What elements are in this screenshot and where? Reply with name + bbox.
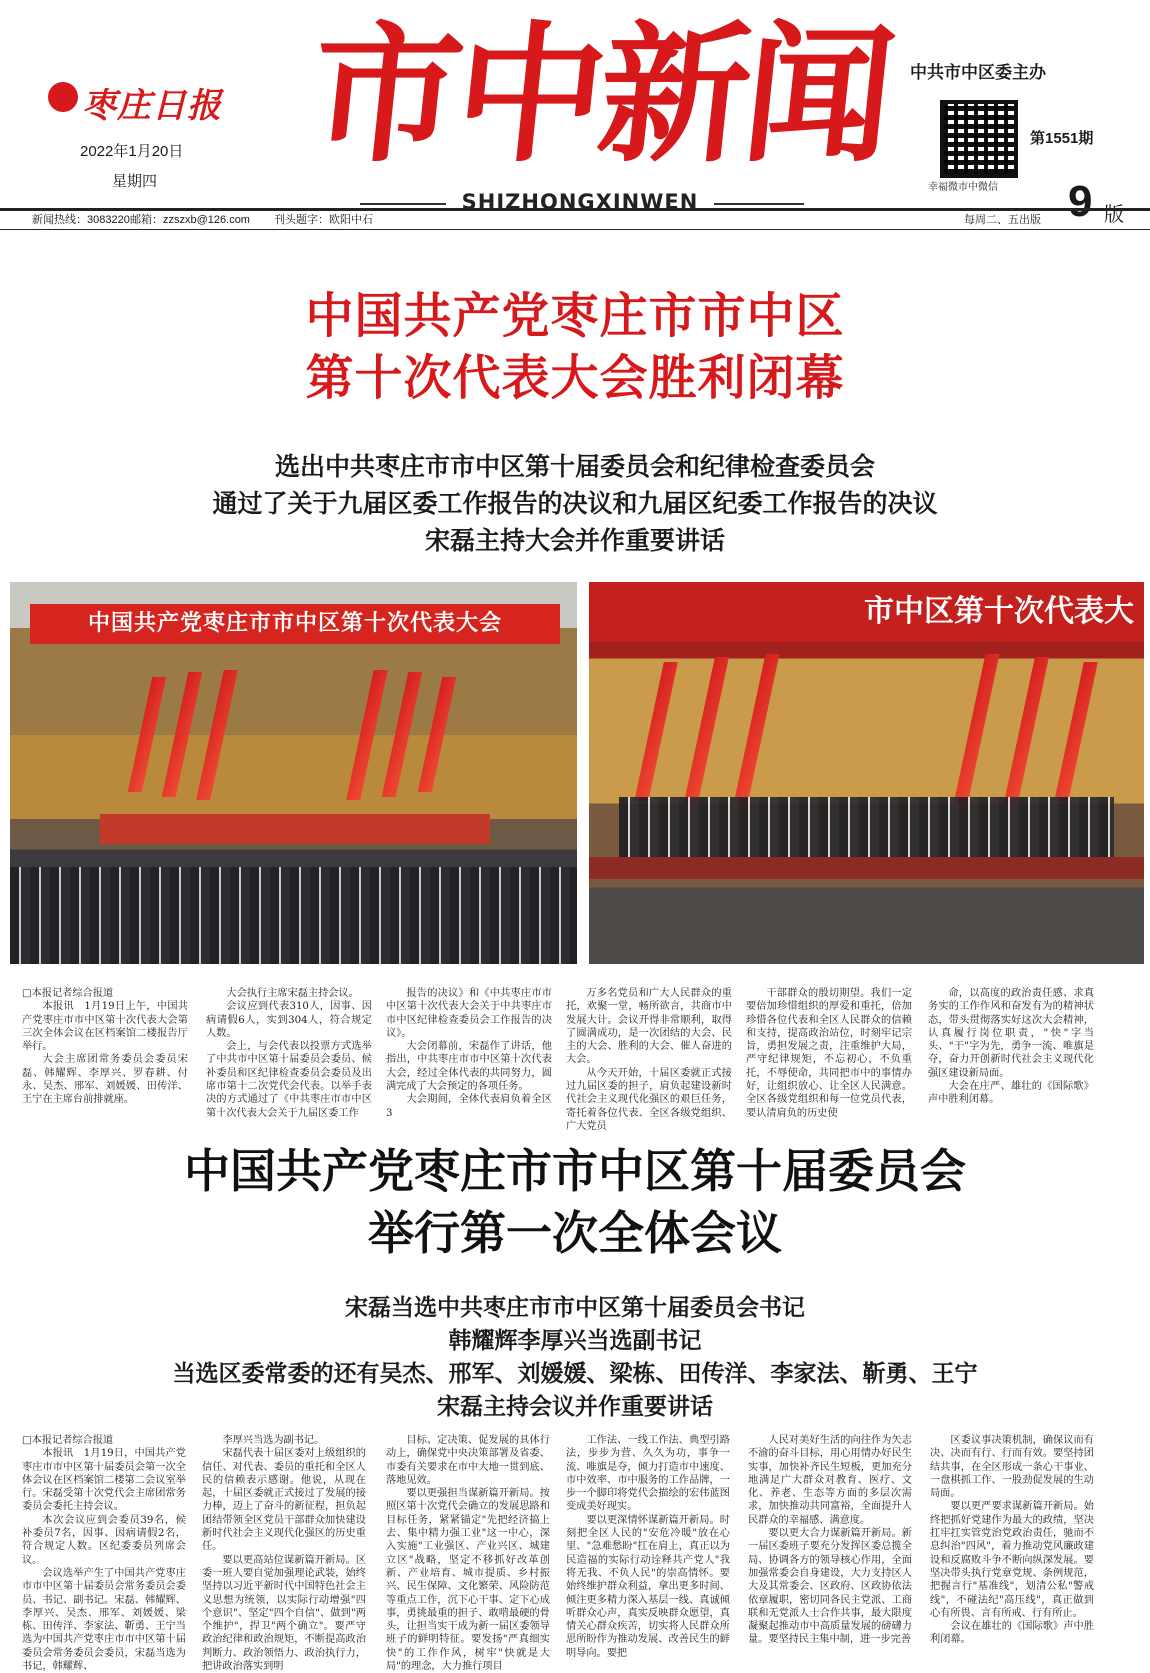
flag-shape	[346, 670, 388, 800]
story1-column: 大会执行主席宋磊主持会议。 会议应到代表310人，因事、因病请假6人，实到304人，符合规定人数。 会上，与会代表以投票方式选举了中共市中区第十届委员会委员、候补委员和区纪律检查委员会委员及出席市第十二次党代会代表。以举手表决的方式通过了《中共枣庄市市中区第十次代表大会关于九届区委工作	[206, 988, 372, 1119]
story2-column: 区委议事决策机制，确保议而有决、决而有行、行而有效。要坚持团结共事，在全区形成一条心干事业、一盘棋抓工作、一股劲促发展的生动局面。 要以更严要求谋新篇开新局。始终把抓好党建作为最大的政绩，坚决扛牢扛实管党治党政治责任，驰而不息纠治"四风"，着力推动党风廉政建设和反腐败斗争不断向纵深发展。要坚决带头执行党章党规、条例规范，把握言行"基准线"，划清公私"警戒线"，不碰法纪"高压线"，真正做到心有所畏、言有所戒、行有所止。 会议在雄壮的《国际歌》声中胜利闭幕。	[930, 1435, 1094, 1646]
schedule: 每周二、五出版	[964, 214, 1041, 226]
story2-subhead: 韩耀辉李厚兴当选副书记	[448, 1328, 702, 1354]
masthead-title: 市中新闻	[302, 7, 898, 183]
flag-shape	[634, 662, 678, 802]
qr-code-icon	[940, 100, 1018, 178]
story2-subhead: 当选区委常委的还有吴杰、邢军、刘媛媛、梁栋、田传洋、李家法、靳勇、王宁	[172, 1361, 978, 1387]
story1-headline	[0, 285, 1150, 409]
story1-column: 命，以高度的政治责任感、求真务实的工作作风和奋发有为的精神状态，带头贯彻落实好这次大会精神，认真履行岗位职责，"快"字当头、"干"字为先，勇争一流、唯旗是夺，奋力开创新时代社会主义现代化强区建设新局面。 大会在庄严、雄壮的《国际歌》声中胜利闭幕。	[928, 988, 1094, 1106]
story1-subhead: 通过了关于九届区委工作报告的决议和九届区纪委工作报告的决议	[212, 489, 938, 518]
masthead-rule-left	[360, 203, 446, 205]
rostrum-table	[589, 857, 1144, 879]
story1-headline-line2: 第十次代表大会胜利闭幕	[305, 350, 845, 406]
photo-banner: 市中区第十次代表大	[589, 582, 1144, 642]
flag-shape	[196, 670, 238, 800]
story2-column: 工作法、一线工作法、典型引路法，步步为营、久久为功，事争一流、唯旗是夺，倾力打造市中速度、市中效率、市中服务的工作品牌，一步一个脚印将党代会描绘的宏伟蓝图变成美好现实。 要以更深情怀谋新篇开新局。时刻把全区人民的"安危冷暖"放在心里、"急难愁盼"扛在肩上，真正以为民造福的实际行动诠释共产党人"我将无我、不负人民"的崇高情怀。要始终维护群众利益，拿出更多时间、倾注更多精力深入基层一线、真诚倾听群众心声，真实反映群众愿望，真情关心群众疾苦，切实将人民群众所思所盼作为推动发展、改善民生的鲜明导向。要把	[566, 1435, 730, 1659]
masthead-rule-right	[714, 203, 804, 205]
sponsor: 中共市中区委主办	[910, 63, 1046, 83]
flag-shape	[1054, 662, 1098, 802]
info-bar	[0, 208, 1150, 230]
story2-column: 人民对美好生活的向往作为矢志不渝的奋斗目标，用心用情办好民生实事，加快补齐民生短板，更加充分地满足广大群众对教育、医疗、文化、养老、生态等方面的多层次需求，加快推动共同富裕，全面提升人民群众的幸福感、满意度。 要以更大合力谋新篇开新局。新一届区委班子要充分发挥区委总揽全局、协调各方的领导核心作用，全面加强常委会自身建设，大力支持区人大及其常委会、区政府、区政协依法依章履职，密切同各民主党派、工商联和无党派人士合作共事，最大限度凝聚起推动市中高质量发展的磅礴力量。要坚持民主集中制，进一步完善	[748, 1435, 912, 1646]
issue-number: 第1551期	[1030, 130, 1094, 147]
flag-shape	[382, 672, 423, 797]
story1-subhead: 宋磊主持大会并作重要讲话	[424, 526, 725, 555]
issue-date: 2022年1月20日	[80, 143, 184, 160]
stage-delegates	[619, 797, 1114, 857]
story1-column: 干部群众的殷切期望。我们一定要倍加珍惜组织的厚爱和重托，倍加珍惜各位代表和全区人民群众的信赖和支持，提高政治站位，时刻牢记宗旨，勇担发展之责，注重维护大局，严守纪律规矩，不忘初心，不负重托，不辱使命，共同把市中的事情办好，让组织放心、让全区人民满意。全区各级党组织和每一位党员代表，要认清肩负的历史使	[746, 988, 912, 1119]
flag-shape	[162, 672, 203, 797]
email: 邮箱：zzszxb@126.com	[130, 214, 250, 226]
masthead-pinyin: SHIZHONGXINWEN	[461, 190, 699, 214]
inscription: 刊头题字：欧阳中石	[274, 214, 373, 226]
story2-headline	[0, 1140, 1150, 1264]
story2-subhead: 宋磊主持会议并作重要讲话	[437, 1394, 713, 1420]
flag-shape	[418, 677, 456, 792]
publication-name: 枣庄日报	[82, 86, 222, 126]
flag-shape	[1003, 657, 1049, 807]
page-number: 9	[1068, 177, 1093, 226]
story2-headline-line1: 中国共产党枣庄市市中区第十届委员会	[184, 1144, 966, 1198]
story2-column: 李厚兴当选为副书记。 宋磊代表十届区委对上级组织的信任、对代表、委员的重托和全区人民的信赖表示感谢。他说，从现在起，十届区委就正式接过了发展的接力棒，迈上了奋斗的新征程，担负起团结带领全区党员干部群众加快建设新时代社会主义现代化强区的历史重任。 要以更高站位谋新篇开新局。区委一班人要自觉加强理论武装，始终坚持以习近平新时代中国特色社会主义思想为统领，以实际行动增强"四个意识"、坚定"四个自信"、做到"两个维护"，捍卫"两个确立"。要严守政治纪律和政治规矩，不断提高政治判断力、政治领悟力、政治执行力，把讲政治落实到明	[202, 1435, 366, 1673]
rostrum-table	[100, 814, 490, 844]
congress-photo-hall	[10, 582, 577, 964]
story1-headline-line1: 中国共产党枣庄市市中区	[305, 288, 845, 344]
issue-weekday: 星期四	[112, 173, 158, 190]
story2-column: 目标、定决策、促发展的具体行动上，确保党中央决策部署及省委、市委有关要求在市中大地一贯到底、落地见效。 要以更强担当谋新篇开新局。按照区第十次党代会确立的发展思路和目标任务，紧紧锚定"先把经济搞上去、集中精力强工业"这一中心，深入实施"工业强区、产业兴区、城建立区"战略，坚定不移抓好改革创新、产业培育、城市提质、乡村振兴、民生保障、文化繁荣、风险防范等重点工作，沉下心干事、定下心成事，勇挑最重的担子、敢啃最硬的骨头，让担当实干成为新一届区委领导班子的鲜明特征。要发扬"严真细实快"的工作作风，树牢"快就是大局"的理念，大力推行项目	[386, 1435, 550, 1673]
flag-shape	[733, 654, 780, 809]
story1-column: 万多名党员和广大人民群众的重托，欢聚一堂，畅所欲言，共商市中发展大计。会议开得非常顺利，取得了圆满成功，是一次团结的大会、民主的大会、胜利的大会、催人奋进的大会。 从今天开始，十届区委就正式接过九届区委的担子，肩负起建设新时代社会主义现代化强区的艰巨任务，寄托着各位代表、全区各级党组织、广大党员	[566, 988, 732, 1132]
story2-headline-line2: 举行第一次全体会议	[368, 1206, 782, 1260]
page-unit: 版	[1104, 204, 1124, 226]
story1-subhead: 选出中共枣庄市市中区第十届委员会和纪律检查委员会	[274, 452, 875, 481]
audience	[10, 867, 577, 964]
story2-subhead: 宋磊当选中共枣庄市市中区第十届委员会书记	[345, 1295, 805, 1321]
flag-shape	[683, 657, 729, 807]
story1-column: 报告的决议》和《中共枣庄市市中区第十次代表大会关于中共枣庄市市中区纪律检查委员会工作报告的决议》。 大会闭幕前，宋磊作了讲话，他指出，中共枣庄市市中区第十次代表大会，经过全体代表的共同努力，圆满完成了大会预定的各项任务。 大会期间，全体代表肩负着全区3	[386, 988, 552, 1119]
hotline: 新闻热线：3083220	[32, 214, 130, 226]
flag-shape	[953, 654, 1000, 809]
story1-column: □本报记者综合报道 本报讯 1月19日上午，中国共产党枣庄市市中区第十次代表大会第三次全体会议在区档案馆二楼报告厅举行。 大会主席团常务委员会委员宋磊、韩耀辉、李厚兴、罗春耕、付永、吴杰、邢军、刘媛媛、田传洋、王宁在主席台前排就座。	[22, 988, 188, 1106]
story2-subheads	[0, 1292, 1150, 1424]
story1-subheads	[0, 448, 1150, 559]
qr-caption: 幸福微市中微信	[928, 182, 998, 193]
congress-photo-stage	[589, 582, 1144, 964]
story2-column: □本报记者综合报道 本报讯 1月19日，中国共产党枣庄市市中区第十届委员会第一次全体会议在区档案馆二楼第二会议室举行。宋磊受第十次党代会主席团常务委员会委托主持会议。 本次会议应到会委员39名，候补委员7名，因事、因病请假2名，符合规定人数。区纪委委员列席会议。 会议选举产生了中国共产党枣庄市市中区第十届委员会常务委员会委员、书记、副书记。宋磊、韩耀辉、李厚兴、吴杰、邢军、刘媛媛、梁栋、田传洋、李家法、靳勇、王宁当选为中国共产党枣庄市市中区第十届委员会常务委员会委员，宋磊当选为书记，韩耀辉、	[22, 1435, 186, 1673]
flag-shape	[128, 677, 166, 792]
photo-banner: 中国共产党枣庄市市中区第十次代表大会	[30, 604, 560, 644]
